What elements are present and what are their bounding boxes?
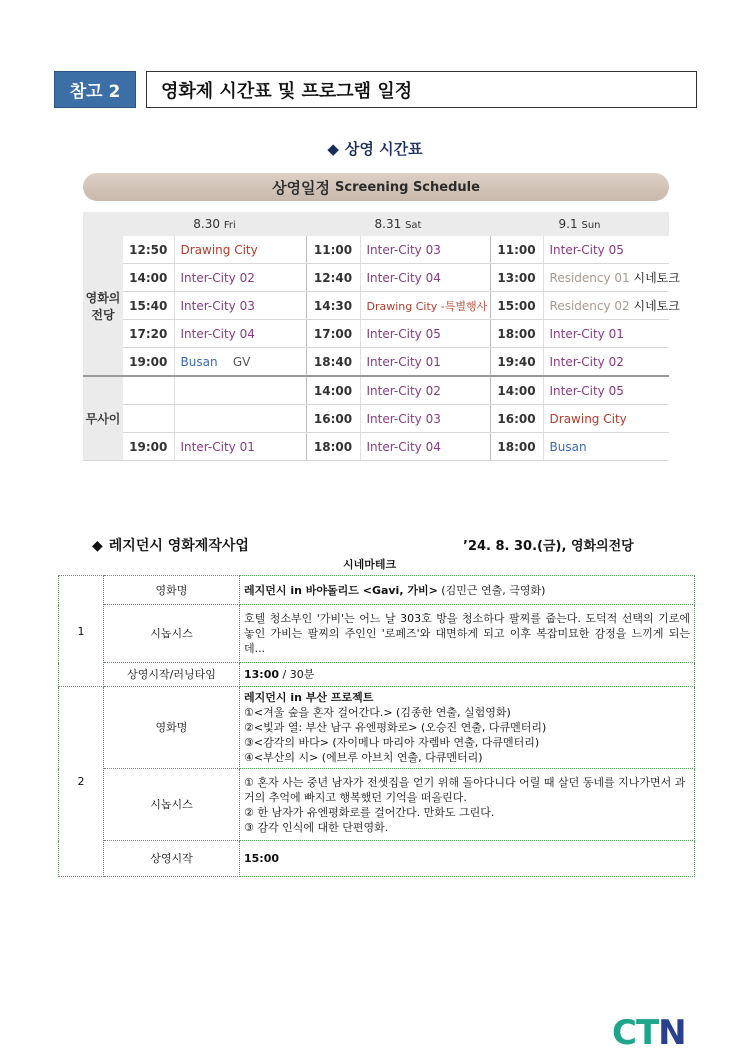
day-header: 8.30 Fri xyxy=(123,212,306,236)
time-cell: 11:00 xyxy=(490,236,543,264)
program-cell xyxy=(174,405,306,433)
schedule-row xyxy=(83,292,669,320)
schedule-row xyxy=(83,348,669,377)
time-cell: 18:00 xyxy=(490,433,543,461)
time-cell: 11:00 xyxy=(306,236,360,264)
ctn-logo: CTN xyxy=(612,1013,686,1053)
time-cell: 19:00 xyxy=(123,348,174,377)
table-row xyxy=(59,663,695,687)
program-cell: Inter-City 01 xyxy=(360,348,490,377)
event-date-venue: ’24. 8. 30.(금), 영화의전당 xyxy=(463,539,634,554)
program-cell xyxy=(174,376,306,405)
schedule-row xyxy=(83,405,669,433)
program-cell: Drawing City xyxy=(174,236,306,264)
time-cell: 18:00 xyxy=(306,433,360,461)
table-row xyxy=(59,769,695,841)
field-label: 상영시작 xyxy=(104,841,240,877)
program-cell: Inter-City 04 xyxy=(360,433,490,461)
time-cell: 14:30 xyxy=(306,292,360,320)
program-table xyxy=(58,575,695,877)
program-cell: Inter-City 05 xyxy=(543,376,669,405)
program-cell: Inter-City 05 xyxy=(543,236,669,264)
film-item: ②<빛과 열: 부산 남구 유엔평화로> (오승진 연출, 다큐멘터리) xyxy=(244,721,547,734)
synopsis-item: ③ 감각 인식에 대한 단편영화. xyxy=(244,820,389,834)
program-cell: Residency 01 시네토크 xyxy=(543,264,669,292)
diamond-bullet-icon: ◆ xyxy=(327,140,339,158)
time-cell: 18:00 xyxy=(490,320,543,348)
banner-title-ko: 상영일정 xyxy=(272,178,331,197)
program-cell: Inter-City 03 xyxy=(174,292,306,320)
synopsis-item: ② 한 남자가 유엔평화로를 걸어간다. 만화도 그린다. xyxy=(244,805,495,819)
schedule-banner xyxy=(83,173,669,201)
time-cell: 17:20 xyxy=(123,320,174,348)
field-label: 시놉시스 xyxy=(104,605,240,663)
section-residency-title: 레지던시 영화제작사업 xyxy=(108,538,249,554)
program-cell: Inter-City 02 xyxy=(360,376,490,405)
time-cell: 15:00 xyxy=(490,292,543,320)
field-label: 영화명 xyxy=(104,576,240,605)
venue-label: 영화의 전당 xyxy=(83,236,123,376)
film-item: ③<감각의 바다> (자이메나 마리아 자렘바 연출, 다큐멘터리) xyxy=(244,736,540,749)
day-header: 8.31 Sat xyxy=(306,212,490,236)
time-cell: 16:00 xyxy=(490,405,543,433)
schedule-grid xyxy=(83,212,680,461)
film-item: ①<겨울 숲을 혼자 걸어간다.> (김종한 연출, 실험영화) xyxy=(244,706,511,719)
program-cell: Inter-City 03 xyxy=(360,236,490,264)
time-cell: 13:00 xyxy=(490,264,543,292)
program-cell: Drawing City xyxy=(543,405,669,433)
program-cell: Inter-City 01 xyxy=(174,433,306,461)
program-cell: Inter-City 03 xyxy=(360,405,490,433)
film-list xyxy=(240,687,695,769)
banner-title-en: Screening Schedule xyxy=(335,179,480,195)
screening-schedule xyxy=(83,170,680,462)
program-cell: Inter-City 02 xyxy=(543,348,669,377)
schedule-row xyxy=(83,320,669,348)
time-cell: 16:00 xyxy=(306,405,360,433)
table-row xyxy=(59,841,695,877)
table-row xyxy=(59,605,695,663)
day-header: 9.1 Sun xyxy=(490,212,669,236)
diamond-bullet-icon: ◆ xyxy=(92,538,103,554)
field-label: 영화명 xyxy=(104,687,240,769)
film-title: 레지던시 in 바야돌리드 <Gavi, 가비> (김민근 연출, 극영화) xyxy=(240,576,695,605)
table-row xyxy=(59,576,695,605)
time-cell: 14:00 xyxy=(306,376,360,405)
time-cell: 18:40 xyxy=(306,348,360,377)
film-item: ④<부산의 시> (에브루 아브치 연출, 다큐멘터리) xyxy=(244,751,483,764)
schedule-row xyxy=(83,376,669,405)
document-header xyxy=(54,71,697,108)
venue-label: 무사이 xyxy=(83,376,123,461)
field-label: 상영시작/러닝타임 xyxy=(104,663,240,687)
time-cell: 12:40 xyxy=(306,264,360,292)
program-cell: Busan xyxy=(543,433,669,461)
synopsis-text: 호텔 청소부인 '가비'는 어느 날 303호 방을 청소하다 팔찌를 줍는다. 도덕적 선택의 기로에 놓인 가비는 팔찌의 주인인 '로페즈'와 대면하게 되고 이후 복잡미묘한 감정을 느끼게 되는데... xyxy=(240,605,695,663)
program-cell: Busan GV xyxy=(174,348,306,377)
program-number: 2 xyxy=(59,687,104,877)
time-cell: 12:50 xyxy=(123,236,174,264)
program-cell: Inter-City 02 xyxy=(174,264,306,292)
program-cell: Residency 02 시네토크 xyxy=(543,292,669,320)
day-header-row xyxy=(83,212,669,236)
program-cell: Inter-City 01 xyxy=(543,320,669,348)
program-cell: Inter-City 04 xyxy=(174,320,306,348)
page-title: 영화제 시간표 및 프로그램 일정 xyxy=(146,71,697,108)
time-cell xyxy=(123,405,174,433)
start-runtime: 13:00 / 30분 xyxy=(240,663,695,687)
section-screening-title: 상영 시간표 xyxy=(344,140,423,158)
section-screening-heading xyxy=(0,138,750,159)
time-cell xyxy=(123,376,174,405)
program-cell: Drawing City -특별행사 xyxy=(360,292,490,320)
time-cell: 14:00 xyxy=(123,264,174,292)
program-number: 1 xyxy=(59,576,104,687)
synopsis-item: ① 혼자 사는 중년 남자가 전셋집을 얻기 위해 돌아다니다 어릴 때 살던 동네를 지나가면서 과거의 추억에 빠지고 행복했던 기억을 떠올린다. xyxy=(244,775,686,804)
section-residency-heading xyxy=(92,535,249,555)
table-row xyxy=(59,687,695,769)
schedule-row xyxy=(83,433,669,461)
time-cell: 15:40 xyxy=(123,292,174,320)
reference-tag: 참고 2 xyxy=(54,71,136,108)
start-time: 15:00 xyxy=(240,841,695,877)
program-cell: Inter-City 04 xyxy=(360,264,490,292)
film-list-title: 레지던시 in 부산 프로젝트 xyxy=(244,691,374,704)
time-cell: 19:00 xyxy=(123,433,174,461)
schedule-row xyxy=(83,236,669,264)
time-cell: 19:40 xyxy=(490,348,543,377)
synopsis-list xyxy=(240,769,695,841)
field-label: 시놉시스 xyxy=(104,769,240,841)
schedule-row xyxy=(83,264,669,292)
time-cell: 14:00 xyxy=(490,376,543,405)
event-venue-hall: 시네마테크 xyxy=(343,558,397,571)
time-cell: 17:00 xyxy=(306,320,360,348)
program-cell: Inter-City 05 xyxy=(360,320,490,348)
